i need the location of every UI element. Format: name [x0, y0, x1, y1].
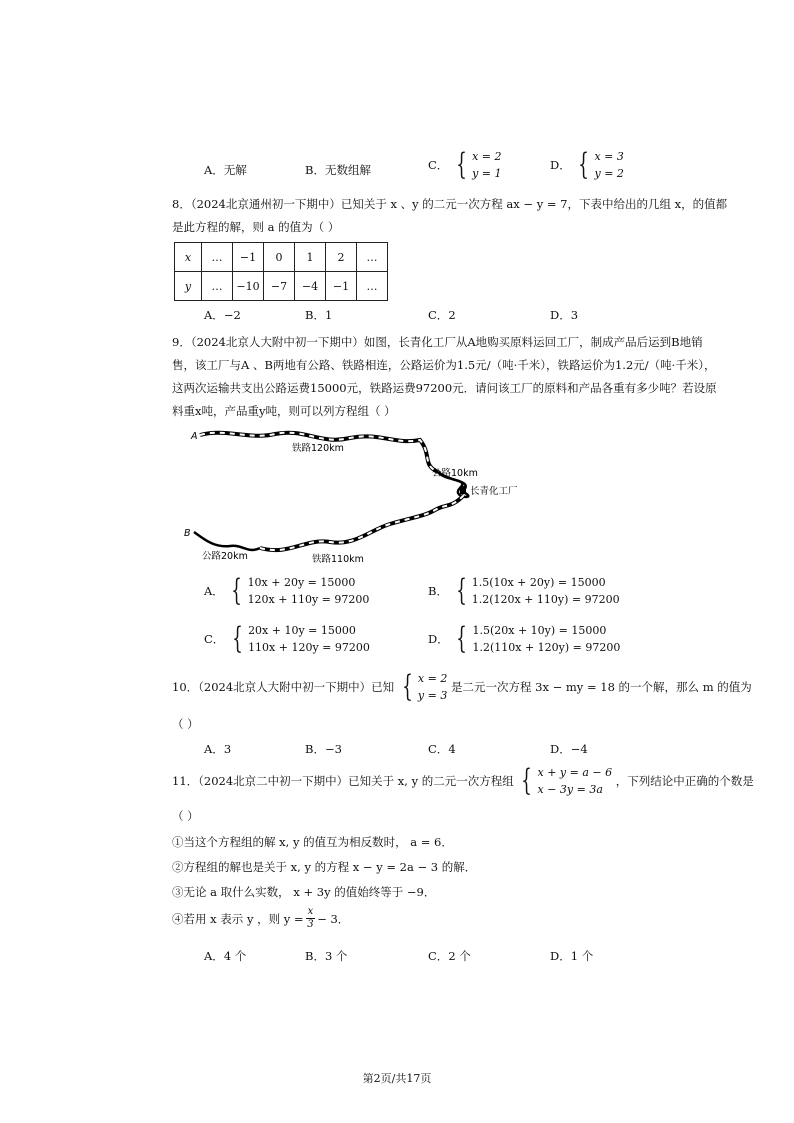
equation-system	[452, 148, 502, 182]
q7-option-a[interactable]	[204, 162, 247, 178]
fraction-denominator: 3	[307, 919, 314, 930]
equation-system	[228, 622, 370, 656]
table-cell: …	[357, 243, 388, 272]
fraction-numerator: x	[307, 906, 314, 917]
railway-bottom	[260, 495, 464, 550]
option-text: 4	[448, 742, 456, 756]
q9-option-a[interactable]	[204, 574, 369, 608]
equation-system	[574, 148, 624, 182]
q8-stem-line1: 8．（2024北京通州初一下期中）已知关于 x 、y 的二元一次方程 ax − y = 7，下表中给出的几组 x，的值都	[172, 197, 728, 211]
q11-statement-3: ③无论 a 取什么实数， x + 3y 的值始终等于 −9．	[172, 885, 436, 899]
equation-line: 120x + 110y = 97200	[247, 593, 370, 606]
railway-bottom-label: 铁路110km	[312, 554, 364, 565]
option-label: D．	[550, 158, 571, 172]
q11-answer-paren: （ ）	[172, 809, 199, 823]
brace-icon: {	[455, 573, 467, 608]
equation-line: 1.2(110x + 120y) = 97200	[472, 641, 621, 654]
q11-option-d[interactable]	[550, 948, 593, 964]
table-cell: y	[175, 272, 202, 301]
q10-stem	[172, 670, 752, 704]
option-label: B．	[305, 163, 325, 177]
equation-line: 1.5(10x + 20y) = 15000	[471, 576, 606, 589]
brace-icon: {	[521, 763, 533, 798]
road-bottom-label: 公路20km	[202, 551, 248, 562]
equation-system	[227, 574, 369, 608]
equation-system	[452, 622, 620, 656]
option-text: −4	[570, 742, 588, 756]
q7-option-d[interactable]	[550, 148, 624, 182]
factory-label: 长青化工厂	[470, 486, 518, 497]
q8-option-b[interactable]	[305, 307, 332, 323]
q11-stem	[172, 764, 754, 798]
equation-system	[398, 670, 448, 704]
q10-option-a[interactable]	[204, 741, 231, 757]
option-text: 1 个	[570, 949, 594, 963]
table-cell: 2	[326, 243, 357, 272]
q9-option-d[interactable]	[428, 622, 620, 656]
table-cell: −10	[233, 272, 264, 301]
option-label: C．	[428, 742, 449, 756]
option-text: 3	[223, 742, 232, 756]
q11-option-a[interactable]	[204, 948, 246, 964]
option-text: 1	[324, 308, 333, 322]
table-row	[175, 243, 388, 272]
q8-stem-line2: 是此方程的解，则 a 的值为（ ）	[172, 220, 340, 234]
table-cell: −4	[295, 272, 326, 301]
equation-line: y = 1	[472, 167, 502, 180]
point-a-label: A	[191, 431, 198, 442]
option-text: 4 个	[223, 949, 247, 963]
brace-icon: {	[231, 573, 243, 608]
page-number: 第2页/共17页	[362, 1072, 432, 1085]
option-label: B．	[428, 584, 448, 598]
table-cell: …	[202, 243, 233, 272]
q7-option-c[interactable]	[428, 148, 502, 182]
q7-option-b[interactable]	[305, 162, 371, 178]
table-cell: −1	[233, 243, 264, 272]
option-label: D．	[428, 632, 449, 646]
railway-top-label: 铁路120km	[292, 443, 344, 454]
equation-line: 20x + 10y = 15000	[248, 624, 356, 637]
q9-stem-line3: 这两次运输共支出公路运费15000元，铁路运费97200元．请问该工厂的原料和产品各重有多少吨？若设原	[172, 381, 717, 395]
equation-line: 1.2(120x + 110y) = 97200	[471, 593, 620, 606]
option-text: 3	[570, 308, 579, 322]
q10-option-d[interactable]	[550, 741, 588, 757]
option-label: D．	[550, 949, 571, 963]
option-text: −3	[324, 742, 342, 756]
q11-option-b[interactable]	[305, 948, 347, 964]
q11-suffix: ，下列结论中正确的个数是	[615, 774, 754, 788]
table-cell: …	[357, 272, 388, 301]
option-label: D．	[550, 742, 571, 756]
option-label: A．	[204, 742, 224, 756]
q8-option-d[interactable]	[550, 307, 578, 323]
fraction	[306, 906, 316, 931]
option-text: 2 个	[448, 949, 471, 963]
table-cell: −7	[264, 272, 295, 301]
q9-option-b[interactable]	[428, 574, 620, 608]
option-text: 无数组解	[324, 163, 371, 177]
equation-line: 10x + 20y = 15000	[247, 576, 356, 589]
q10-prefix: 10．（2024北京人大附中初一下期中）已知	[172, 680, 395, 694]
q11-option-c[interactable]	[428, 948, 471, 964]
statement-4-suffix: − 3．	[317, 911, 350, 926]
table-cell: 0	[264, 243, 295, 272]
equation-line: x = 2	[472, 150, 502, 163]
q9-stem-line1: 9．（2024北京人大附中初一下期中）如图，长青化工厂从A地购买原料运回工厂，制成产品后运到B地销	[172, 335, 703, 349]
equation-line: y = 3	[417, 689, 448, 702]
option-label: C．	[428, 949, 449, 963]
option-label: C．	[428, 308, 449, 322]
table-cell: −1	[326, 272, 357, 301]
equation-system	[452, 574, 620, 608]
equation-line: y = 2	[594, 167, 624, 180]
option-label: A．	[204, 163, 224, 177]
route-map	[180, 420, 540, 570]
q11-statement-4	[172, 906, 349, 931]
table-cell: x	[175, 243, 202, 272]
brace-icon: {	[578, 147, 590, 182]
brace-icon: {	[456, 621, 468, 656]
brace-icon: {	[456, 147, 467, 182]
factory-marker	[460, 486, 466, 494]
q9-stem-line4: 料重x吨，产品重y吨，则可以列方程组（ ）	[172, 404, 396, 418]
q10-option-b[interactable]	[305, 741, 342, 757]
q11-statement-1: ①当这个方程组的解 x, y 的值互为相反数时， a = 6．	[172, 835, 453, 849]
statement-4-prefix: ④若用 x 表示 y ，则 y =	[172, 911, 304, 926]
table-cell: …	[202, 272, 233, 301]
option-text: 2	[448, 308, 456, 322]
equation-line: x − 3y = 3a	[537, 783, 603, 796]
equation-system	[517, 764, 612, 798]
equation-line: x = 3	[594, 150, 624, 163]
equation-line: x = 2	[417, 672, 448, 685]
equation-line: 110x + 120y = 97200	[248, 641, 370, 654]
brace-icon: {	[232, 621, 243, 656]
road-bottom	[194, 532, 260, 550]
q10-suffix: 是二元一次方程 3x − my = 18 的一个解，那么 m 的值为	[451, 680, 752, 694]
q10-answer-paren: （ ）	[172, 717, 199, 731]
brace-icon: {	[402, 669, 413, 704]
option-label: B．	[305, 742, 325, 756]
road-right-label: 公路10km	[432, 468, 478, 479]
q9-stem-line2: 售，该工厂与A 、B两地有公路、铁路相连，公路运价为1.5元/（吨·千米），铁路运价为1.2元/（吨·千米），	[172, 358, 716, 372]
railway-bottom-ties	[260, 495, 464, 550]
equation-line: x + y = a − 6	[537, 766, 613, 779]
option-label: B．	[305, 949, 325, 963]
option-label: C．	[204, 632, 225, 646]
option-text: 3 个	[324, 949, 348, 963]
option-label: A．	[204, 949, 224, 963]
equation-line: 1.5(20x + 10y) = 15000	[472, 624, 607, 637]
option-label: B．	[305, 308, 325, 322]
q11-prefix: 11．（2024北京二中初一下期中）已知关于 x, y 的二元一次方程组	[172, 774, 514, 788]
point-b-label: B	[184, 528, 191, 539]
q8-option-a[interactable]	[204, 307, 241, 323]
q9-option-c[interactable]	[204, 622, 370, 656]
option-text: 无解	[223, 163, 247, 177]
q8-value-table	[174, 242, 388, 301]
option-label: C．	[428, 158, 449, 172]
table-row	[175, 272, 388, 301]
option-label: A．	[204, 308, 224, 322]
option-label: D．	[550, 308, 571, 322]
q11-statement-2: ②方程组的解也是关于 x, y 的方程 x − y = 2a − 3 的解．	[172, 860, 477, 874]
q10-option-c[interactable]	[428, 741, 456, 757]
table-cell: 1	[295, 243, 326, 272]
option-label: A．	[204, 584, 224, 598]
option-text: −2	[223, 308, 241, 322]
q8-option-c[interactable]	[428, 307, 456, 323]
